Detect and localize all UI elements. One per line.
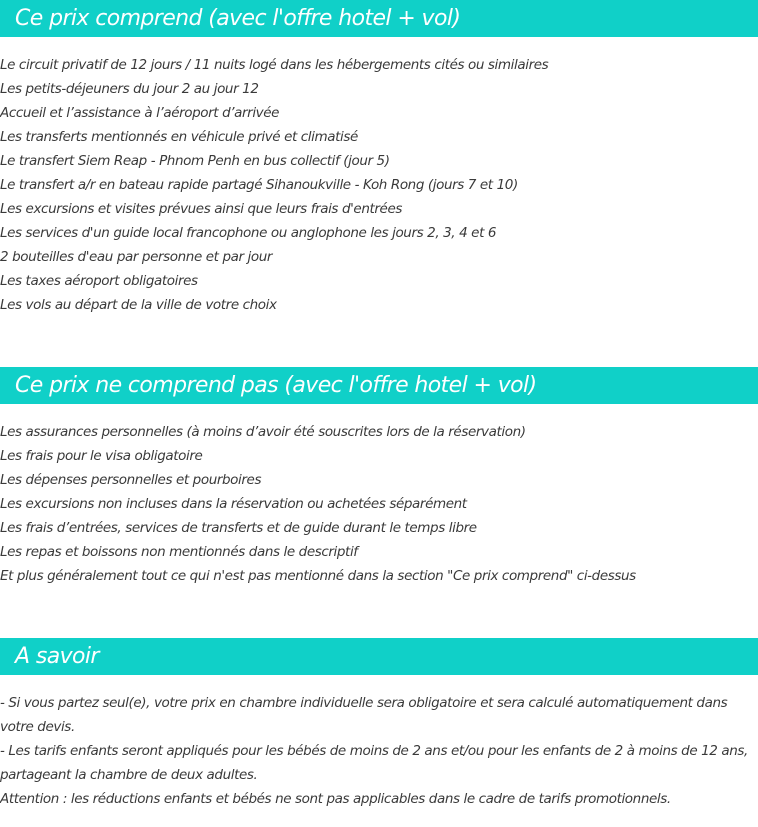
list-item: Les vols au départ de la ville de votre choix	[0, 297, 277, 313]
list-item: Et plus généralement tout ce qui n'est pas mentionné dans la section "Ce prix comprend" ci-dessus	[0, 568, 636, 584]
info-paragraph: - Les tarifs enfants seront appliqués pour les bébés de moins de 2 ans et/ou pour les enfants de 2 à moins de 12 ans, partageant la chambre de deux adultes.	[0, 743, 748, 783]
info-paragraph: Attention : les réductions enfants et bébés ne sont pas applicables dans le cadre de tarifs promotionnels.	[0, 791, 671, 807]
list-item: Les repas et boissons non mentionnés dans le descriptif	[0, 544, 358, 560]
included-list	[0, 53, 758, 317]
section-a-savoir-title: A savoir	[0, 638, 758, 675]
info-paragraph: - Si vous partez seul(e), votre prix en chambre individuelle sera obligatoire et sera calculé automatiquement dans votre devis.	[0, 695, 728, 735]
list-item: 2 bouteilles d'eau par personne et par jour	[0, 249, 273, 265]
list-item: Les frais d’entrées, services de transferts et de guide durant le temps libre	[0, 520, 477, 536]
list-item: Le transfert a/r en bateau rapide partagé Sihanoukville - Koh Rong (jours 7 et 10)	[0, 177, 518, 193]
section-not-included-title: Ce prix ne comprend pas (avec l'offre hotel + vol)	[0, 367, 758, 404]
not-included-list	[0, 420, 758, 588]
section-included-title: Ce prix comprend (avec l'offre hotel + vol)	[0, 0, 758, 37]
section-a-savoir	[0, 638, 758, 811]
list-item: Le circuit privatif de 12 jours / 11 nuits logé dans les hébergements cités ou similaires	[0, 57, 549, 73]
list-item: Les assurances personnelles (à moins d’avoir été souscrites lors de la réservation)	[0, 424, 526, 440]
list-item: Les frais pour le visa obligatoire	[0, 448, 203, 464]
list-item: Les taxes aéroport obligatoires	[0, 273, 198, 289]
list-item: Les petits-déjeuners du jour 2 au jour 12	[0, 81, 259, 97]
section-not-included	[0, 367, 758, 588]
list-item: Les transferts mentionnés en véhicule privé et climatisé	[0, 129, 358, 145]
list-item: Les dépenses personnelles et pourboires	[0, 472, 262, 488]
section-included	[0, 0, 758, 317]
list-item: Le transfert Siem Reap - Phnom Penh en bus collectif (jour 5)	[0, 153, 390, 169]
list-item: Accueil et l’assistance à l’aéroport d’arrivée	[0, 105, 280, 121]
a-savoir-body	[0, 691, 758, 811]
list-item: Les excursions et visites prévues ainsi que leurs frais d'entrées	[0, 201, 402, 217]
list-item: Les services d'un guide local francophone ou anglophone les jours 2, 3, 4 et 6	[0, 225, 497, 241]
list-item: Les excursions non incluses dans la réservation ou achetées séparément	[0, 496, 467, 512]
